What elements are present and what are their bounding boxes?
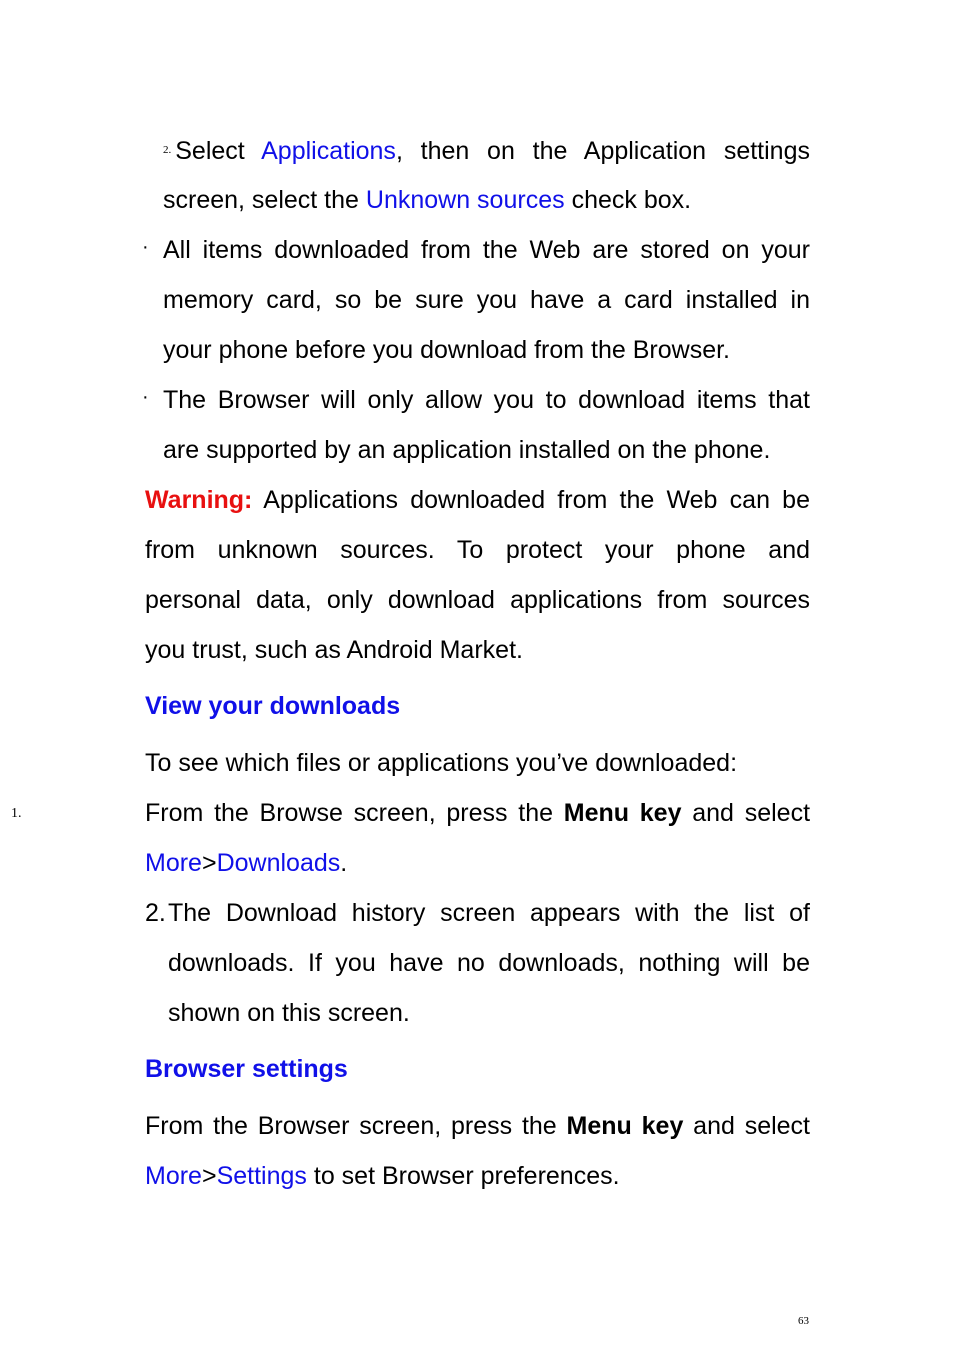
bullet-dot-1: · xyxy=(142,236,149,258)
settings-link[interactable]: Settings xyxy=(216,1162,307,1190)
settings-more-link[interactable]: More xyxy=(145,1162,202,1190)
step2b-marker: 2. xyxy=(145,899,166,927)
step2-marker: 2. xyxy=(163,144,172,156)
bullet-2-line-1: The Browser will only allow you to download items that xyxy=(163,386,810,414)
browser-settings-line-1 xyxy=(145,1111,810,1141)
warning-text-1: Applications downloaded from the Web can be xyxy=(263,486,810,514)
step2-text2: screen, select the xyxy=(163,186,359,214)
step2b-line-1: The Download history screen appears with the list of xyxy=(168,899,810,927)
bullet-dot-2: · xyxy=(142,386,149,408)
step1-sep: > xyxy=(201,849,217,877)
step2-select: Select xyxy=(175,137,245,165)
warning-line-4: you trust, such as Android Market. xyxy=(145,636,523,664)
browser-settings-text-a: From the Browser screen, press the xyxy=(145,1112,557,1140)
step2-line-1 xyxy=(163,135,810,166)
unknown-sources-link[interactable]: Unknown sources xyxy=(365,186,565,214)
browser-settings-menu-key: Menu key xyxy=(566,1112,684,1140)
browser-settings-text-b: and select xyxy=(693,1112,811,1140)
browser-settings-line-2 xyxy=(145,1161,620,1191)
step2-text3: check box. xyxy=(571,186,692,214)
warning-line-1 xyxy=(145,485,810,515)
browser-settings-heading: Browser settings xyxy=(145,1055,348,1083)
more-link[interactable]: More xyxy=(145,849,202,877)
downloads-link[interactable]: Downloads xyxy=(216,849,341,877)
page-number: 63 xyxy=(798,1315,809,1327)
warning-line-2: from unknown sources. To protect your phone and xyxy=(145,536,810,564)
view-downloads-intro: To see which files or applications you’ve downloaded: xyxy=(145,749,738,777)
step1-end: . xyxy=(340,849,348,877)
bullet-1-line-2: memory card, so be sure you have a card installed in xyxy=(163,286,810,314)
browser-settings-text-c: to set Browser preferences. xyxy=(313,1162,620,1190)
step1-text-a: From the Browse screen, press the xyxy=(145,799,554,827)
step1-marker: 1. xyxy=(11,806,22,821)
bullet-1-line-1: All items downloaded from the Web are stored on your xyxy=(163,236,810,264)
step2b-line-3: shown on this screen. xyxy=(168,999,410,1027)
warning-line-3: personal data, only download applications from sources xyxy=(145,586,810,614)
warning-label: Warning: xyxy=(145,486,253,514)
step1-line-2 xyxy=(145,848,347,878)
view-downloads-heading: View your downloads xyxy=(145,692,401,720)
bullet-2-line-2: are supported by an application installed on the phone. xyxy=(163,436,771,464)
step1-menu-key: Menu key xyxy=(563,799,682,827)
step2b-line-2: downloads. If you have no downloads, nothing will be xyxy=(168,949,810,977)
step2-line-2 xyxy=(163,185,691,215)
step2-text1: , then on the Application settings xyxy=(395,137,810,165)
applications-link[interactable]: Applications xyxy=(261,137,396,165)
step1-line-1 xyxy=(145,798,810,828)
settings-sep: > xyxy=(201,1162,217,1190)
step1-text-b: and select xyxy=(692,799,811,827)
bullet-1-line-3: your phone before you download from the Browser. xyxy=(163,336,731,364)
